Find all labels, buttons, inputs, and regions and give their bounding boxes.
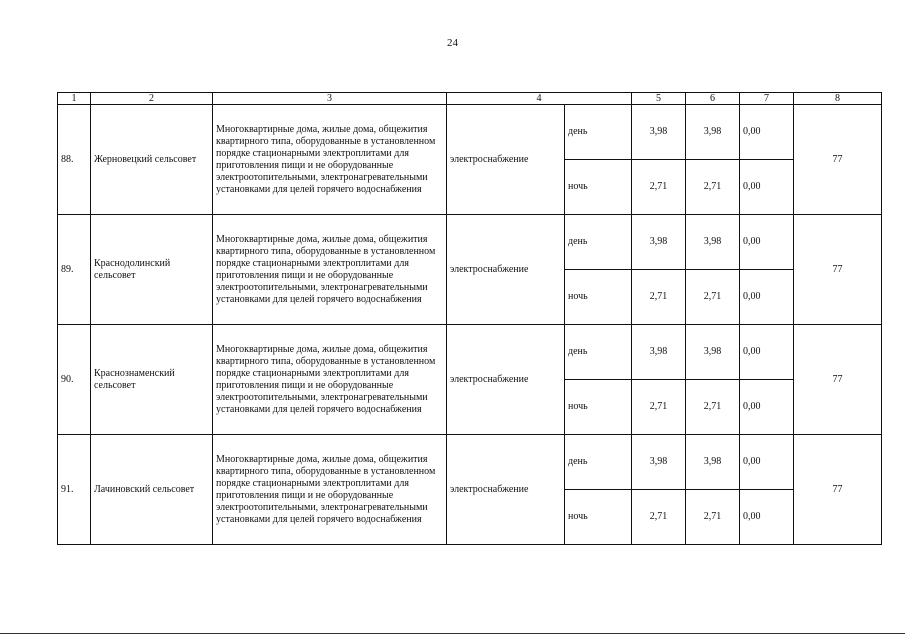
table-row [58, 325, 882, 380]
value-col-6: 2,71 [686, 160, 740, 215]
value-col-5: 3,98 [632, 215, 686, 270]
period-day: день [565, 215, 632, 270]
service-type: электроснабжение [447, 435, 565, 545]
header-cell-6: 6 [686, 93, 740, 105]
value-col-7: 0,00 [740, 435, 794, 490]
value-col-8: 77 [794, 325, 882, 435]
value-col-5: 2,71 [632, 270, 686, 325]
consumer-description: Многоквартирные дома, жилые дома, общежития квартирного типа, оборудованные в установленном порядке стационарными электроплитами для приготовления пищи и не оборудованные электроотопительными, электронагревательными установками для целей горячего водоснабжения [213, 215, 447, 325]
header-cell-4: 4 [447, 93, 632, 105]
value-col-5: 3,98 [632, 325, 686, 380]
table-row [58, 215, 882, 270]
value-col-6: 2,71 [686, 270, 740, 325]
header-cell-1: 1 [58, 93, 91, 105]
period-day: день [565, 435, 632, 490]
table-row [58, 105, 882, 160]
table-row [58, 435, 882, 490]
service-type: электроснабжение [447, 325, 565, 435]
value-col-7: 0,00 [740, 160, 794, 215]
page-number: 24 [447, 37, 458, 49]
value-col-8: 77 [794, 435, 882, 545]
value-col-7: 0,00 [740, 490, 794, 545]
service-type: электроснабжение [447, 215, 565, 325]
period-night: ночь [565, 380, 632, 435]
value-col-7: 0,00 [740, 270, 794, 325]
header-cell-8: 8 [794, 93, 882, 105]
header-cell-5: 5 [632, 93, 686, 105]
header-cell-7: 7 [740, 93, 794, 105]
value-col-5: 3,98 [632, 105, 686, 160]
value-col-5: 2,71 [632, 490, 686, 545]
tariff-table [57, 92, 882, 545]
settlement-name: Краснознаменский сельсовет [91, 325, 213, 435]
value-col-5: 3,98 [632, 435, 686, 490]
value-col-6: 2,71 [686, 490, 740, 545]
header-cell-2: 2 [91, 93, 213, 105]
consumer-description: Многоквартирные дома, жилые дома, общежития квартирного типа, оборудованные в установленном порядке стационарными электроплитами для приготовления пищи и не оборудованные электроотопительными, электронагревательными установками для целей горячего водоснабжения [213, 105, 447, 215]
value-col-7: 0,00 [740, 215, 794, 270]
period-night: ночь [565, 160, 632, 215]
row-number: 89. [58, 215, 91, 325]
settlement-name: Лачиновский сельсовет [91, 435, 213, 545]
value-col-6: 3,98 [686, 215, 740, 270]
row-number: 90. [58, 325, 91, 435]
value-col-8: 77 [794, 105, 882, 215]
value-col-8: 77 [794, 215, 882, 325]
value-col-7: 0,00 [740, 325, 794, 380]
value-col-5: 2,71 [632, 380, 686, 435]
header-row [58, 93, 882, 105]
consumer-description: Многоквартирные дома, жилые дома, общежития квартирного типа, оборудованные в установленном порядке стационарными электроплитами для приготовления пищи и не оборудованные электроотопительными, электронагревательными установками для целей горячего водоснабжения [213, 435, 447, 545]
consumer-description: Многоквартирные дома, жилые дома, общежития квартирного типа, оборудованные в установленном порядке стационарными электроплитами для приготовления пищи и не оборудованные электроотопительными, электронагревательными установками для целей горячего водоснабжения [213, 325, 447, 435]
value-col-6: 3,98 [686, 325, 740, 380]
period-day: день [565, 105, 632, 160]
value-col-6: 2,71 [686, 380, 740, 435]
settlement-name: Краснодолинский сельсовет [91, 215, 213, 325]
row-number: 91. [58, 435, 91, 545]
value-col-7: 0,00 [740, 105, 794, 160]
period-night: ночь [565, 490, 632, 545]
value-col-7: 0,00 [740, 380, 794, 435]
service-type: электроснабжение [447, 105, 565, 215]
value-col-6: 3,98 [686, 105, 740, 160]
header-cell-3: 3 [213, 93, 447, 105]
row-number: 88. [58, 105, 91, 215]
settlement-name: Жерновецкий сельсовет [91, 105, 213, 215]
period-night: ночь [565, 270, 632, 325]
value-col-5: 2,71 [632, 160, 686, 215]
value-col-6: 3,98 [686, 435, 740, 490]
scan-edge-divider [0, 633, 905, 634]
period-day: день [565, 325, 632, 380]
